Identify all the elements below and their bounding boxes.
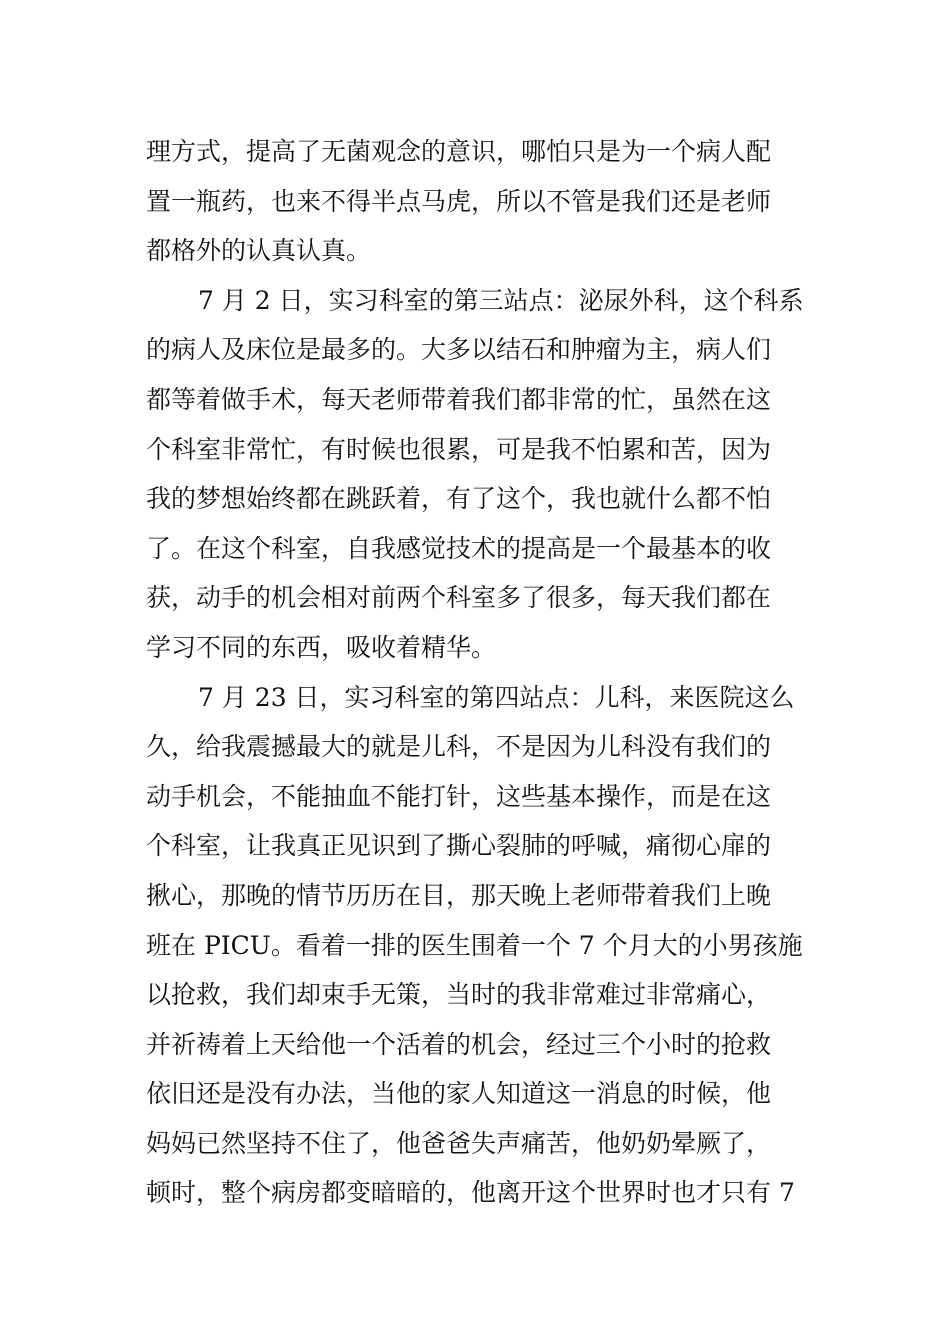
- text-line: 的病人及床位是最多的。大多以结石和肿瘤为主，病人们: [146, 335, 772, 365]
- text-line: 班在 PICU。看着一排的医生围着一个 7 个月大的小男孩施: [146, 930, 803, 960]
- text-line: 顿时，整个病房都变暗暗的，他离开这个世界时也才只有 7: [146, 1178, 795, 1208]
- text-line: 都等着做手术，每天老师带着我们都非常的忙，虽然在这: [146, 384, 772, 414]
- text-line: 获，动手的机会相对前两个科室多了很多，每天我们都在: [146, 583, 772, 613]
- text-line: 动手机会，不能抽血不能打针，这些基本操作，而是在这: [146, 781, 772, 811]
- paragraph-start-line: 7 月 2 日，实习科室的第三站点：泌尿外科，这个科系: [198, 285, 804, 315]
- text-line: 我的梦想始终都在跳跃着，有了这个，我也就什么都不怕: [146, 484, 772, 514]
- body-text: [146, 127, 816, 1218]
- text-line: 理方式，提高了无菌观念的意识，哪怕只是为一个病人配: [146, 137, 772, 166]
- text-line: 个科室非常忙，有时候也很累，可是我不怕累和苦，因为: [146, 434, 772, 464]
- text-line: 依旧还是没有办法，当他的家人知道这一消息的时候，他: [146, 1079, 772, 1109]
- text-line: 妈妈已然坚持不住了，他爸爸失声痛苦，他奶奶晕厥了，: [146, 1128, 772, 1158]
- text-line: 并祈祷着上天给他一个活着的机会，经过三个小时的抢救: [146, 1029, 772, 1059]
- paragraph-start-line: 7 月 23 日，实习科室的第四站点：儿科，来医院这么: [198, 682, 795, 712]
- text-line: 都格外的认真认真。: [146, 236, 372, 266]
- text-line: 置一瓶药，也来不得半点马虎，所以不管是我们还是老师: [146, 186, 772, 216]
- text-line: 揪心，那晚的情节历历在目，那天晚上老师带着我们上晚: [146, 880, 772, 910]
- text-line: 个科室，让我真正见识到了撕心裂肺的呼喊，痛彻心扉的: [146, 831, 772, 861]
- text-line: 以抢救，我们却束手无策，当时的我非常难过非常痛心，: [146, 980, 772, 1010]
- text-line: 学习不同的东西，吸收着精华。: [146, 632, 497, 662]
- text-line: 久，给我震撼最大的就是儿科，不是因为儿科没有我们的: [146, 732, 772, 762]
- text-line: 了。在这个科室，自我感觉技术的提高是一个最基本的收: [146, 533, 772, 563]
